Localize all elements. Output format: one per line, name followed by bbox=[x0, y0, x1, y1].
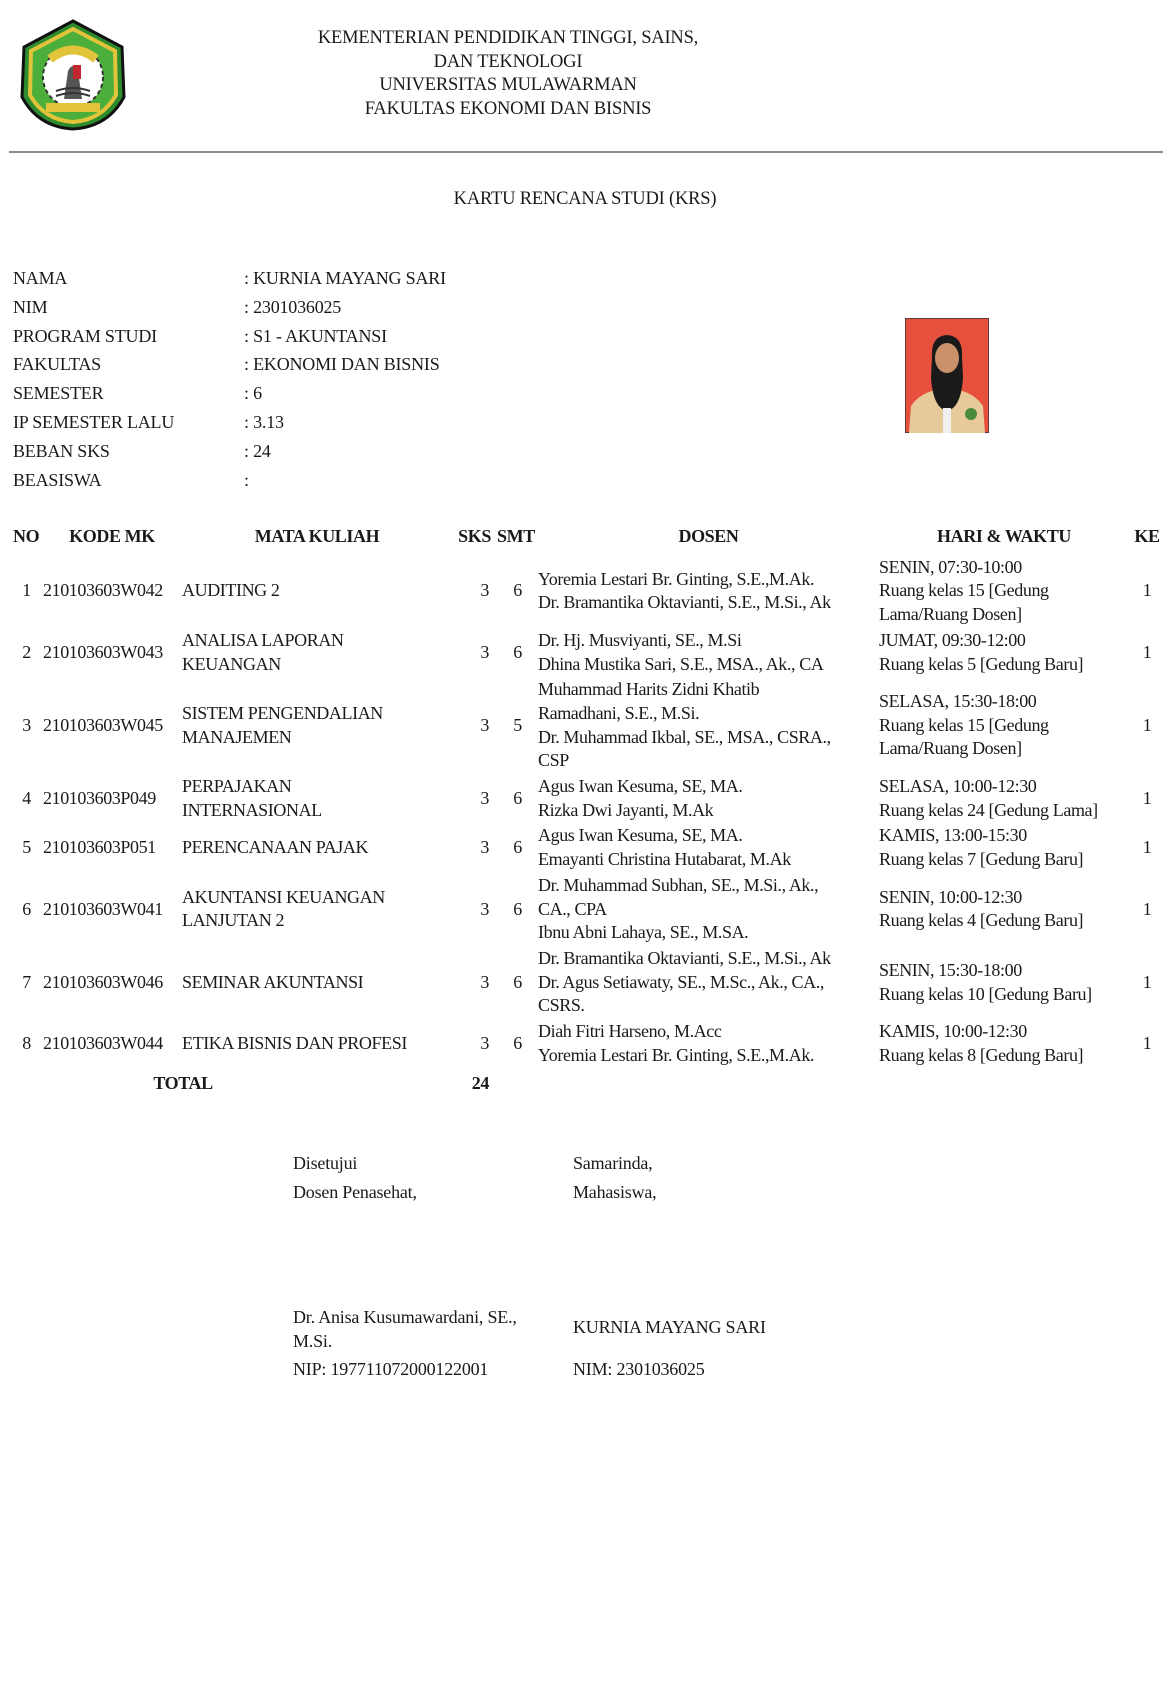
cell-sks: 3 bbox=[480, 787, 489, 808]
cell-no: 4 bbox=[22, 787, 31, 808]
cell-line: Yoremia Lestari Br. Ginting, S.E.,M.Ak. bbox=[538, 568, 815, 589]
header-divider bbox=[9, 151, 1163, 153]
cell-dosen bbox=[538, 873, 879, 946]
cell-line: SISTEM PENGENDALIAN bbox=[182, 702, 383, 723]
info-value: : 3.13 bbox=[244, 411, 284, 432]
cell-ke: 1 bbox=[1142, 1032, 1152, 1053]
cell-line: Ruang kelas 10 [Gedung Baru] bbox=[879, 983, 1092, 1004]
header-sks: SKS bbox=[458, 526, 491, 546]
course-table bbox=[10, 522, 1165, 1097]
student-photo bbox=[905, 318, 989, 433]
student-sign-name: KURNIA MAYANG SARI bbox=[573, 1317, 766, 1338]
cell-dosen bbox=[538, 774, 879, 823]
info-label: BEBAN SKS bbox=[13, 440, 110, 461]
cell-sks: 3 bbox=[480, 898, 489, 919]
cell-line: Lama/Ruang Dosen] bbox=[879, 738, 1022, 759]
cell-line: SENIN, 15:30-18:00 bbox=[879, 959, 1022, 980]
info-row bbox=[13, 408, 446, 437]
advisor-signature bbox=[293, 1149, 543, 1207]
cell-mata-kuliah bbox=[181, 677, 453, 774]
cell-line: KAMIS, 10:00-12:30 bbox=[879, 1021, 1027, 1042]
total-label: TOTAL bbox=[153, 1073, 213, 1094]
cell-sks: 3 bbox=[480, 1032, 489, 1053]
header-hari-waktu: HARI & WAKTU bbox=[937, 526, 1071, 546]
header-mata-kuliah: MATA KULIAH bbox=[254, 526, 380, 546]
cell-hari-waktu bbox=[879, 873, 1129, 946]
cell-ke: 1 bbox=[1142, 580, 1152, 601]
advisor-name bbox=[293, 1305, 563, 1353]
cell-ke: 1 bbox=[1142, 714, 1152, 735]
header-line: DAN TEKNOLOGI bbox=[433, 51, 583, 72]
info-value: : 2301036025 bbox=[244, 296, 342, 317]
cell-line: Ruang kelas 5 [Gedung Baru] bbox=[879, 653, 1084, 674]
header-line: UNIVERSITAS MULAWARMAN bbox=[379, 75, 637, 96]
cell-line: PERPAJAKAN bbox=[182, 776, 292, 797]
cell-line: Rizka Dwi Jayanti, M.Ak bbox=[538, 799, 714, 820]
cell-line: Ruang kelas 15 [Gedung bbox=[879, 714, 1049, 735]
cell-ke: 1 bbox=[1142, 971, 1152, 992]
cell-line: KEUANGAN bbox=[182, 653, 281, 674]
cell-mata-kuliah bbox=[181, 774, 453, 823]
cell-no: 6 bbox=[22, 898, 31, 919]
info-row bbox=[13, 264, 446, 293]
cell-no: 8 bbox=[22, 1032, 31, 1053]
cell-line: Dr. Bramantika Oktavianti, S.E., M.Si., Ak bbox=[538, 592, 831, 613]
cell-smt: 6 bbox=[513, 580, 522, 601]
cell-dosen bbox=[538, 677, 879, 774]
info-label: NIM bbox=[13, 296, 48, 317]
info-row bbox=[13, 379, 446, 408]
cell-line: Dr. Agus Setiawaty, SE., M.Sc., Ak., CA., bbox=[538, 971, 824, 992]
cell-mata-kuliah bbox=[181, 823, 453, 872]
cell-sks: 3 bbox=[480, 971, 489, 992]
cell-line: Dr. Hj. Musviyanti, SE., M.Si bbox=[538, 629, 742, 650]
cell-line: AKUNTANSI KEUANGAN bbox=[182, 886, 385, 907]
cell-ke: 1 bbox=[1142, 787, 1152, 808]
cell-ke: 1 bbox=[1142, 641, 1152, 662]
cell-kode: 210103603W046 bbox=[43, 971, 163, 992]
cell-hari-waktu bbox=[879, 677, 1129, 774]
info-label: NAMA bbox=[13, 268, 68, 288]
info-value: : 6 bbox=[244, 383, 262, 404]
cell-line: Ruang kelas 8 [Gedung Baru] bbox=[879, 1044, 1084, 1065]
cell-dosen bbox=[538, 946, 879, 1019]
cell-line: Lama/Ruang Dosen] bbox=[879, 604, 1022, 625]
header-line: FAKULTAS EKONOMI DAN BISNIS bbox=[364, 99, 652, 120]
cell-hari-waktu bbox=[879, 946, 1129, 1019]
cell-line: Dr. Muhammad Ikbal, SE., MSA., CSRA., bbox=[538, 726, 831, 747]
cell-hari-waktu bbox=[879, 555, 1129, 628]
table-row bbox=[10, 555, 1165, 628]
cell-line: Agus Iwan Kesuma, SE, MA. bbox=[538, 776, 743, 797]
header-no: NO bbox=[13, 526, 40, 546]
advisor-nip: NIP: 197711072000122001 bbox=[293, 1359, 489, 1380]
signature-section bbox=[10, 1149, 1165, 1449]
institution-header bbox=[258, 27, 758, 122]
cell-kode: 210103603W041 bbox=[43, 898, 163, 919]
table-row bbox=[10, 823, 1165, 872]
info-row bbox=[13, 322, 446, 351]
info-row bbox=[13, 350, 446, 379]
table-row bbox=[10, 946, 1165, 1019]
cell-line: JUMAT, 09:30-12:00 bbox=[879, 629, 1026, 650]
cell-line: SENIN, 10:00-12:30 bbox=[879, 886, 1022, 907]
cell-mata-kuliah bbox=[181, 873, 453, 946]
cell-sks: 3 bbox=[480, 641, 489, 662]
student-nim: NIM: 2301036025 bbox=[573, 1359, 705, 1380]
cell-line: SELASA, 10:00-12:30 bbox=[879, 776, 1037, 797]
info-label: IP SEMESTER LALU bbox=[13, 411, 175, 432]
cell-kode: 210103603W042 bbox=[43, 580, 163, 601]
info-value: : KURNIA MAYANG SARI bbox=[244, 268, 446, 288]
info-value: : EKONOMI DAN BISNIS bbox=[244, 354, 440, 375]
cell-mata-kuliah bbox=[181, 555, 453, 628]
cell-kode: 210103603W044 bbox=[43, 1032, 163, 1053]
info-value: : 24 bbox=[244, 440, 271, 461]
cell-kode: 210103603W045 bbox=[43, 714, 163, 735]
cell-kode: 210103603W043 bbox=[43, 641, 163, 662]
info-label: SEMESTER bbox=[13, 383, 104, 404]
cell-line: AUDITING 2 bbox=[182, 580, 280, 601]
cell-sks: 3 bbox=[480, 580, 489, 601]
cell-hari-waktu bbox=[879, 628, 1129, 677]
cell-smt: 5 bbox=[513, 714, 522, 735]
student-role: Mahasiswa, bbox=[573, 1182, 657, 1203]
cell-smt: 6 bbox=[513, 898, 522, 919]
info-row bbox=[13, 293, 446, 322]
table-row bbox=[10, 628, 1165, 677]
student-signature bbox=[573, 1149, 656, 1207]
cell-smt: 6 bbox=[513, 787, 522, 808]
cell-mata-kuliah bbox=[181, 628, 453, 677]
cell-no: 3 bbox=[22, 714, 31, 735]
cell-line: SELASA, 15:30-18:00 bbox=[879, 691, 1037, 712]
total-row bbox=[10, 1068, 1165, 1097]
cell-mata-kuliah bbox=[181, 946, 453, 1019]
cell-line: Ruang kelas 15 [Gedung bbox=[879, 580, 1049, 601]
cell-no: 1 bbox=[22, 580, 31, 601]
cell-smt: 6 bbox=[513, 1032, 522, 1053]
cell-line: SENIN, 07:30-10:00 bbox=[879, 556, 1022, 577]
cell-hari-waktu bbox=[879, 774, 1129, 823]
cell-line: PERENCANAAN PAJAK bbox=[182, 837, 369, 858]
cell-line: KAMIS, 13:00-15:30 bbox=[879, 825, 1027, 846]
header-kode-mk: KODE MK bbox=[69, 526, 155, 546]
cell-smt: 6 bbox=[513, 837, 522, 858]
cell-smt: 6 bbox=[513, 971, 522, 992]
cell-hari-waktu bbox=[879, 823, 1129, 872]
info-label: FAKULTAS bbox=[13, 354, 101, 375]
cell-hari-waktu bbox=[879, 1019, 1129, 1068]
info-row bbox=[13, 437, 446, 466]
info-label: PROGRAM STUDI bbox=[13, 325, 157, 346]
cell-sks: 3 bbox=[480, 837, 489, 858]
cell-line: Ruang kelas 4 [Gedung Baru] bbox=[879, 910, 1084, 931]
cell-kode: 210103603P051 bbox=[43, 837, 156, 858]
cell-dosen bbox=[538, 823, 879, 872]
info-value: : bbox=[244, 469, 249, 490]
cell-line: Yoremia Lestari Br. Ginting, S.E.,M.Ak. bbox=[538, 1044, 815, 1065]
cell-line: MANAJEMEN bbox=[182, 726, 292, 747]
cell-dosen bbox=[538, 628, 879, 677]
cell-dosen bbox=[538, 555, 879, 628]
cell-ke: 1 bbox=[1142, 837, 1152, 858]
cell-line: INTERNASIONAL bbox=[182, 799, 322, 820]
cell-line: LANJUTAN 2 bbox=[182, 910, 285, 931]
student-info bbox=[13, 264, 446, 494]
advisor-name-line: M.Si. bbox=[293, 1331, 333, 1352]
header-ke: KE bbox=[1134, 526, 1160, 546]
table-row bbox=[10, 1019, 1165, 1068]
document-title: KARTU RENCANA STUDI (KRS) bbox=[453, 189, 717, 209]
cell-line: CSP bbox=[538, 750, 569, 771]
cell-line: SEMINAR AKUNTANSI bbox=[182, 971, 364, 992]
cell-line: Ramadhani, S.E., M.Si. bbox=[538, 702, 700, 723]
advisor-role: Dosen Penasehat, bbox=[293, 1182, 417, 1203]
cell-line: Diah Fitri Harseno, M.Acc bbox=[538, 1021, 722, 1042]
approval-label: Disetujui bbox=[293, 1153, 358, 1174]
cell-line: Emayanti Christina Hutabarat, M.Ak bbox=[538, 849, 791, 870]
info-label: BEASISWA bbox=[13, 469, 102, 490]
cell-line: Muhammad Harits Zidni Khatib bbox=[538, 679, 760, 700]
table-header-row bbox=[10, 522, 1165, 555]
cell-line: Ibnu Abni Lahaya, SE., M.SA. bbox=[538, 922, 749, 943]
cell-dosen bbox=[538, 1019, 879, 1068]
cell-line: Dr. Muhammad Subhan, SE., M.Si., Ak., bbox=[538, 874, 819, 895]
header-dosen: DOSEN bbox=[678, 526, 739, 546]
cell-kode: 210103603P049 bbox=[43, 787, 156, 808]
header-smt: SMT bbox=[497, 526, 535, 546]
cell-no: 2 bbox=[22, 641, 31, 662]
cell-smt: 6 bbox=[513, 641, 522, 662]
total-sks: 24 bbox=[471, 1073, 489, 1094]
cell-line: Agus Iwan Kesuma, SE, MA. bbox=[538, 825, 743, 846]
place-label: Samarinda, bbox=[573, 1153, 653, 1174]
cell-no: 5 bbox=[22, 837, 31, 858]
cell-line: ANALISA LAPORAN bbox=[182, 629, 344, 650]
cell-line: CSRS. bbox=[538, 995, 585, 1016]
cell-line: Ruang kelas 7 [Gedung Baru] bbox=[879, 849, 1084, 870]
cell-ke: 1 bbox=[1142, 898, 1152, 919]
info-row bbox=[13, 466, 446, 495]
cell-sks: 3 bbox=[480, 714, 489, 735]
cell-line: Ruang kelas 24 [Gedung Lama] bbox=[879, 799, 1098, 820]
info-value: : S1 - AKUNTANSI bbox=[244, 325, 387, 346]
main-content bbox=[10, 522, 1165, 1449]
table-row bbox=[10, 873, 1165, 946]
header-line: KEMENTERIAN PENDIDIKAN TINGGI, SAINS, bbox=[317, 28, 699, 48]
cell-line: Dr. Bramantika Oktavianti, S.E., M.Si., Ak bbox=[538, 947, 831, 968]
cell-line: ETIKA BISNIS DAN PROFESI bbox=[182, 1032, 407, 1053]
table-row bbox=[10, 774, 1165, 823]
cell-line: CA., CPA bbox=[538, 898, 607, 919]
table-row bbox=[10, 677, 1165, 774]
advisor-name-line: Dr. Anisa Kusumawardani, SE., bbox=[293, 1307, 517, 1328]
university-logo bbox=[16, 19, 130, 133]
cell-no: 7 bbox=[22, 971, 31, 992]
cell-mata-kuliah bbox=[181, 1019, 453, 1068]
cell-line: Dhina Mustika Sari, S.E., MSA., Ak., CA bbox=[538, 653, 824, 674]
